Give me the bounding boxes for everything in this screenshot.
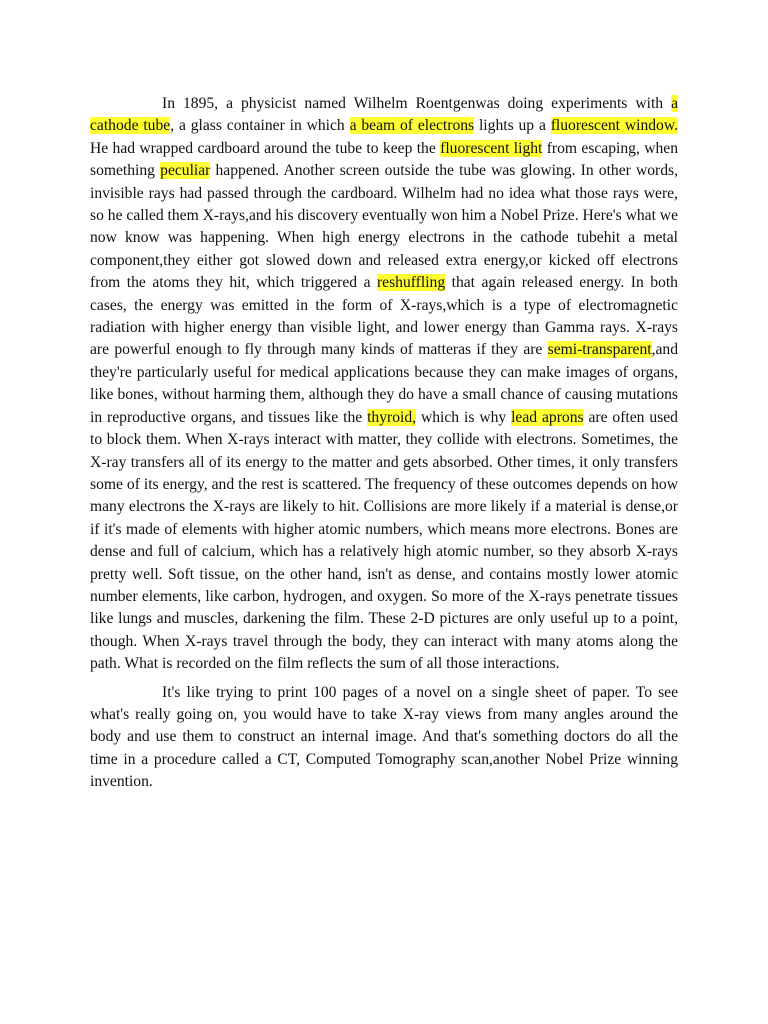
highlighted-phrase: peculiar	[160, 162, 211, 180]
highlighted-phrase: lead aprons	[511, 408, 584, 426]
highlighted-phrase: semi-transparent	[547, 341, 652, 359]
paragraph-1	[90, 93, 678, 676]
highlighted-phrase: fluorescent window.	[550, 117, 678, 135]
text-run: happened. Another screen outside the tube was glowing. In other words, invisible rays had passed through the cardboard. Wilhelm had no idea what those rays were, so he called them X-rays,and his discovery eventually won him a Nobel Prize. Here's what we now know was happening. When high energy electrons in the cathode tubehit a metal component,they either got slowed down and released extra energy,or kicked off electrons from the atoms they hit, which triggered a	[90, 162, 679, 292]
text-run: that again released energy. In both cases, the energy was emitted in the form of X-rays,which is a type of electromagnetic radiation with higher energy than visible light, and lower energy than Gamma rays. X-rays are powerful enough to fly through many kinds of matteras if they are	[90, 274, 678, 359]
text-run: He had wrapped cardboard around the tube to keep the	[90, 139, 441, 157]
paragraph-2	[90, 682, 678, 794]
text-run: In 1895, a physicist named Wilhelm Roentgenwas doing experiments with	[162, 95, 672, 112]
document-page	[90, 93, 678, 800]
text-run: ,and they're particularly useful for medical applications because they can make images of organs, like bones, without harming them, although they do have a small chance of causing mutations in reproductive organs, and tissues like the	[90, 341, 678, 426]
highlighted-phrase: fluorescent light	[440, 139, 543, 157]
text-run: from escaping, when something	[90, 139, 678, 180]
text-run: lights up a	[474, 117, 551, 135]
text-run: which is why	[416, 408, 512, 426]
highlighted-phrase: a beam of electrons	[349, 117, 475, 135]
text-run: It's like trying to print 100 pages of a novel on a single sheet of paper. To see what's really going on, you would have to take X-ray views from many angles around the body and use them to construct an internal image. And that's something doctors do all the time in a procedure called a CT, Computed Tomography scan,another Nobel Prize winning invention.	[90, 683, 678, 791]
highlighted-phrase: reshuffling	[376, 274, 446, 292]
text-run: are often used to block them. When X-rays interact with matter, they collide with electrons. Sometimes, the X-ray transfers all of its energy to the matter and gets absorbed. Other times, it only transfers some of its energy, and the rest is scattered. The frequency of these outcomes depends on how many electrons the X-rays are likely to hit. Collisions are more likely if a material is dense,or if it's made of elements with higher atomic numbers, which means more electrons. Bones are dense and full of calcium, which has a relatively high atomic number, so they absorb X-rays pretty well. Soft tissue, on the other hand, isn't as dense, and contains mostly lower atomic number elements, like carbon, hydrogen, and oxygen. So more of the X-rays penetrate tissues like lungs and muscles, darkening the film. These 2-D pictures are only useful up to a point, though. When X-rays travel through the body, they can interact with many atoms along the path. What is recorded on the film reflects the sum of all those interactions.	[90, 408, 678, 673]
highlighted-phrase: thyroid,	[367, 408, 417, 426]
text-run: , a glass container in which	[170, 117, 350, 135]
highlighted-phrase: a cathode tube	[90, 95, 678, 135]
